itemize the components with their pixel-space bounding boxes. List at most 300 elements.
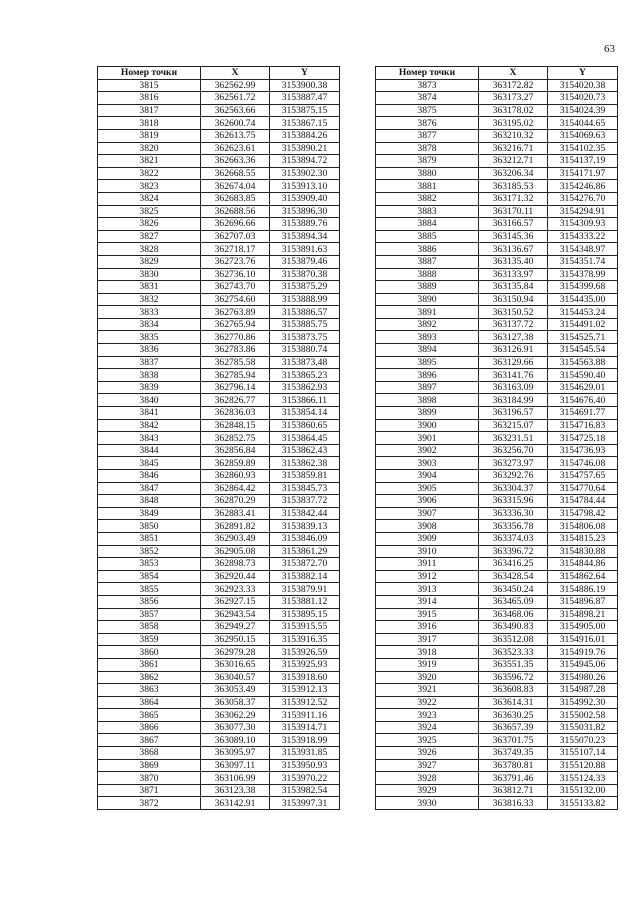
cell-x: 363630.25: [479, 709, 548, 722]
table-row: [376, 255, 618, 268]
cell-point-number: 3864: [98, 696, 201, 709]
cell-point-number: 3872: [98, 797, 201, 810]
cell-point-number: 3889: [376, 281, 479, 294]
cell-y: 3154945.06: [548, 658, 618, 671]
cell-point-number: 3824: [98, 192, 201, 205]
cell-y: 3153865.23: [270, 369, 340, 382]
cell-x: 363468.06: [479, 608, 548, 621]
cell-point-number: 3862: [98, 671, 201, 684]
cell-point-number: 3839: [98, 381, 201, 394]
cell-x: 362783.86: [201, 344, 270, 357]
cell-point-number: 3841: [98, 407, 201, 420]
cell-x: 362688.56: [201, 205, 270, 218]
cell-x: 363614.31: [479, 696, 548, 709]
table-row: [98, 432, 340, 445]
cell-x: 363016.65: [201, 658, 270, 671]
cell-point-number: 3869: [98, 759, 201, 772]
cell-x: 363791.46: [479, 772, 548, 785]
cell-x: 362859.89: [201, 457, 270, 470]
table-body-right: [376, 79, 618, 809]
cell-y: 3154746.08: [548, 457, 618, 470]
cell-point-number: 3927: [376, 759, 479, 772]
table-row: [98, 255, 340, 268]
cell-point-number: 3894: [376, 344, 479, 357]
table-row: [98, 470, 340, 483]
cell-y: 3154102.35: [548, 142, 618, 155]
cell-point-number: 3817: [98, 104, 201, 117]
table-row: [98, 608, 340, 621]
cell-y: 3154024.39: [548, 104, 618, 117]
cell-x: 362927.15: [201, 595, 270, 608]
cell-x: 362943.54: [201, 608, 270, 621]
cell-point-number: 3899: [376, 407, 479, 420]
cell-y: 3154020.38: [548, 79, 618, 92]
table-row: [376, 268, 618, 281]
cell-y: 3154716.83: [548, 419, 618, 432]
cell-x: 363173.27: [479, 92, 548, 105]
cell-y: 3153925.93: [270, 658, 340, 671]
table-row: [376, 658, 618, 671]
cell-point-number: 3822: [98, 167, 201, 180]
table-row: [98, 230, 340, 243]
cell-point-number: 3922: [376, 696, 479, 709]
cell-x: 363062.29: [201, 709, 270, 722]
cell-point-number: 3834: [98, 318, 201, 331]
cell-point-number: 3832: [98, 293, 201, 306]
cell-y: 3154435.00: [548, 293, 618, 306]
cell-point-number: 3842: [98, 419, 201, 432]
cell-x: 363150.94: [479, 293, 548, 306]
cell-x: 362785.58: [201, 356, 270, 369]
table-row: [98, 167, 340, 180]
table-row: [376, 167, 618, 180]
cell-y: 3154862.64: [548, 570, 618, 583]
cell-y: 3153888.99: [270, 293, 340, 306]
cell-point-number: 3874: [376, 92, 479, 105]
cell-x: 363123.38: [201, 784, 270, 797]
table-row: [376, 407, 618, 420]
table-row: [376, 621, 618, 634]
cell-y: 3154676.40: [548, 394, 618, 407]
cell-x: 362860.93: [201, 470, 270, 483]
cell-point-number: 3876: [376, 117, 479, 130]
table-row: [376, 394, 618, 407]
cell-y: 3153894.34: [270, 230, 340, 243]
table-row: [376, 381, 618, 394]
cell-point-number: 3880: [376, 167, 479, 180]
cell-y: 3155124.33: [548, 772, 618, 785]
cell-x: 363195.02: [479, 117, 548, 130]
cell-y: 3153982.54: [270, 784, 340, 797]
cell-point-number: 3868: [98, 747, 201, 760]
cell-x: 363416.25: [479, 558, 548, 571]
cell-y: 3154276.70: [548, 192, 618, 205]
cell-point-number: 3819: [98, 129, 201, 142]
cell-x: 363780.81: [479, 759, 548, 772]
cell-x: 362883.41: [201, 507, 270, 520]
table-row: [376, 520, 618, 533]
cell-y: 3153837.72: [270, 495, 340, 508]
cell-y: 3154784.44: [548, 495, 618, 508]
cell-y: 3154798.42: [548, 507, 618, 520]
cell-x: 362668.55: [201, 167, 270, 180]
cell-y: 3154294.91: [548, 205, 618, 218]
cell-x: 363145.36: [479, 230, 548, 243]
table-row: [376, 747, 618, 760]
table-row: [98, 797, 340, 810]
cell-point-number: 3901: [376, 432, 479, 445]
table-row: [98, 658, 340, 671]
cell-point-number: 3915: [376, 608, 479, 621]
cell-point-number: 3914: [376, 595, 479, 608]
cell-x: 363701.75: [479, 734, 548, 747]
cell-point-number: 3920: [376, 671, 479, 684]
cell-y: 3153873.48: [270, 356, 340, 369]
cell-y: 3154992.30: [548, 696, 618, 709]
cell-y: 3153867.15: [270, 117, 340, 130]
cell-x: 363523.33: [479, 646, 548, 659]
cell-x: 363170.11: [479, 205, 548, 218]
cell-x: 362765.94: [201, 318, 270, 331]
cell-point-number: 3852: [98, 545, 201, 558]
cell-y: 3154629.01: [548, 381, 618, 394]
cell-x: 362920.44: [201, 570, 270, 583]
cell-y: 3154246.86: [548, 180, 618, 193]
table-row: [376, 507, 618, 520]
cell-y: 3154691.77: [548, 407, 618, 420]
cell-x: 363465.09: [479, 595, 548, 608]
table-row: [376, 92, 618, 105]
table-row: [376, 545, 618, 558]
cell-y: 3153911.16: [270, 709, 340, 722]
table-row: [98, 583, 340, 596]
cell-point-number: 3924: [376, 721, 479, 734]
cell-x: 363256.70: [479, 444, 548, 457]
cell-x: 363816.33: [479, 797, 548, 810]
cell-x: 362754.60: [201, 293, 270, 306]
table-row: [376, 570, 618, 583]
cell-point-number: 3829: [98, 255, 201, 268]
cell-x: 362905.08: [201, 545, 270, 558]
cell-point-number: 3926: [376, 747, 479, 760]
cell-y: 3154491.02: [548, 318, 618, 331]
cell-y: 3153931.85: [270, 747, 340, 760]
cell-point-number: 3906: [376, 495, 479, 508]
cell-point-number: 3895: [376, 356, 479, 369]
cell-x: 363551.35: [479, 658, 548, 671]
cell-y: 3155002.58: [548, 709, 618, 722]
table-row: [376, 117, 618, 130]
cell-x: 363396.72: [479, 545, 548, 558]
table-row: [98, 570, 340, 583]
cell-x: 363749.35: [479, 747, 548, 760]
table-row: [376, 306, 618, 319]
cell-x: 362723.76: [201, 255, 270, 268]
cell-point-number: 3835: [98, 331, 201, 344]
table-row: [98, 306, 340, 319]
cell-point-number: 3891: [376, 306, 479, 319]
cell-y: 3154590.40: [548, 369, 618, 382]
table-row: [376, 470, 618, 483]
table-row: [376, 772, 618, 785]
cell-point-number: 3892: [376, 318, 479, 331]
cell-y: 3153842.44: [270, 507, 340, 520]
cell-x: 362770.86: [201, 331, 270, 344]
cell-point-number: 3859: [98, 633, 201, 646]
table-row: [98, 709, 340, 722]
cell-y: 3153884.26: [270, 129, 340, 142]
cell-point-number: 3847: [98, 482, 201, 495]
cell-point-number: 3866: [98, 721, 201, 734]
table-row: [376, 129, 618, 142]
cell-y: 3153839.13: [270, 520, 340, 533]
cell-point-number: 3854: [98, 570, 201, 583]
cell-point-number: 3827: [98, 230, 201, 243]
table-row: [376, 243, 618, 256]
cell-point-number: 3823: [98, 180, 201, 193]
cell-y: 3153916.35: [270, 633, 340, 646]
table-row: [98, 633, 340, 646]
cell-y: 3153894.72: [270, 155, 340, 168]
cell-y: 3154348.97: [548, 243, 618, 256]
cell-x: 363185.53: [479, 180, 548, 193]
cell-x: 363356.78: [479, 520, 548, 533]
cell-x: 362852.75: [201, 432, 270, 445]
cell-point-number: 3905: [376, 482, 479, 495]
table-header-row: [376, 67, 618, 80]
cell-x: 363178.02: [479, 104, 548, 117]
cell-x: 363172.82: [479, 79, 548, 92]
cell-point-number: 3870: [98, 772, 201, 785]
cell-y: 3155031.82: [548, 721, 618, 734]
cell-point-number: 3851: [98, 532, 201, 545]
cell-y: 3154844.86: [548, 558, 618, 571]
table-row: [98, 192, 340, 205]
table-row: [98, 407, 340, 420]
cell-y: 3153866.11: [270, 394, 340, 407]
cell-point-number: 3856: [98, 595, 201, 608]
cell-x: 362563.66: [201, 104, 270, 117]
cell-point-number: 3861: [98, 658, 201, 671]
cell-y: 3154399.68: [548, 281, 618, 294]
cell-x: 363450.24: [479, 583, 548, 596]
cell-y: 3153886.57: [270, 306, 340, 319]
cell-point-number: 3845: [98, 457, 201, 470]
cell-x: 362561.72: [201, 92, 270, 105]
cell-y: 3154378.99: [548, 268, 618, 281]
cell-point-number: 3921: [376, 684, 479, 697]
table-row: [98, 155, 340, 168]
table-row: [376, 671, 618, 684]
cell-point-number: 3831: [98, 281, 201, 294]
cell-point-number: 3928: [376, 772, 479, 785]
table-row: [98, 558, 340, 571]
cell-point-number: 3907: [376, 507, 479, 520]
cell-point-number: 3850: [98, 520, 201, 533]
cell-point-number: 3877: [376, 129, 479, 142]
table-row: [376, 293, 618, 306]
header-y: Y: [270, 67, 340, 80]
cell-point-number: 3885: [376, 230, 479, 243]
cell-point-number: 3909: [376, 532, 479, 545]
coordinates-table-right: [375, 66, 618, 810]
table-row: [98, 268, 340, 281]
cell-point-number: 3919: [376, 658, 479, 671]
table-row: [376, 281, 618, 294]
cell-point-number: 3896: [376, 369, 479, 382]
cell-y: 3154806.08: [548, 520, 618, 533]
cell-point-number: 3883: [376, 205, 479, 218]
cell-x: 363126.91: [479, 344, 548, 357]
header-point-number: Номер точки: [98, 67, 201, 80]
cell-y: 3155133.82: [548, 797, 618, 810]
cell-y: 3154545.54: [548, 344, 618, 357]
cell-point-number: 3918: [376, 646, 479, 659]
cell-x: 362763.89: [201, 306, 270, 319]
table-row: [376, 583, 618, 596]
cell-x: 363596.72: [479, 671, 548, 684]
cell-x: 362870.29: [201, 495, 270, 508]
cell-x: 363490.83: [479, 621, 548, 634]
cell-y: 3154525.71: [548, 331, 618, 344]
cell-point-number: 3820: [98, 142, 201, 155]
cell-x: 363129.66: [479, 356, 548, 369]
cell-x: 362785.94: [201, 369, 270, 382]
cell-point-number: 3860: [98, 646, 201, 659]
cell-y: 3153845.73: [270, 482, 340, 495]
cell-x: 363106.99: [201, 772, 270, 785]
header-x: X: [479, 67, 548, 80]
cell-x: 363315.96: [479, 495, 548, 508]
cell-point-number: 3846: [98, 470, 201, 483]
cell-y: 3153861.29: [270, 545, 340, 558]
table-row: [376, 419, 618, 432]
cell-y: 3153854.14: [270, 407, 340, 420]
cell-y: 3154987.28: [548, 684, 618, 697]
cell-point-number: 3849: [98, 507, 201, 520]
cell-y: 3154757.65: [548, 470, 618, 483]
cell-x: 362674.04: [201, 180, 270, 193]
cell-y: 3153915.55: [270, 621, 340, 634]
cell-y: 3154725.18: [548, 432, 618, 445]
table-row: [376, 142, 618, 155]
cell-y: 3154736.93: [548, 444, 618, 457]
cell-y: 3153881.12: [270, 595, 340, 608]
cell-x: 363053.49: [201, 684, 270, 697]
table-row: [376, 797, 618, 810]
cell-x: 362848.15: [201, 419, 270, 432]
cell-y: 3153875.29: [270, 281, 340, 294]
cell-x: 363058.37: [201, 696, 270, 709]
table-row: [98, 205, 340, 218]
cell-y: 3154896.87: [548, 595, 618, 608]
cell-y: 3153896.30: [270, 205, 340, 218]
cell-x: 362600.74: [201, 117, 270, 130]
cell-x: 363095.97: [201, 747, 270, 760]
cell-y: 3153862.93: [270, 381, 340, 394]
cell-x: 363196.57: [479, 407, 548, 420]
cell-x: 363136.67: [479, 243, 548, 256]
table-row: [98, 457, 340, 470]
cell-x: 363089.10: [201, 734, 270, 747]
cell-y: 3153870.38: [270, 268, 340, 281]
table-row: [376, 709, 618, 722]
table-row: [376, 318, 618, 331]
cell-x: 363206.34: [479, 167, 548, 180]
cell-x: 363142.91: [201, 797, 270, 810]
cell-x: 363812.71: [479, 784, 548, 797]
cell-point-number: 3838: [98, 369, 201, 382]
cell-y: 3153882.14: [270, 570, 340, 583]
cell-y: 3154453.24: [548, 306, 618, 319]
table-row: [376, 595, 618, 608]
cell-x: 362623.61: [201, 142, 270, 155]
table-row: [98, 621, 340, 634]
cell-x: 363212.71: [479, 155, 548, 168]
cell-point-number: 3815: [98, 79, 201, 92]
table-row: [98, 180, 340, 193]
cell-x: 362903.49: [201, 532, 270, 545]
table-row: [376, 734, 618, 747]
cell-y: 3154137.19: [548, 155, 618, 168]
table-row: [98, 646, 340, 659]
cell-x: 363184.99: [479, 394, 548, 407]
cell-point-number: 3882: [376, 192, 479, 205]
cell-x: 362736.10: [201, 268, 270, 281]
table-row: [98, 344, 340, 357]
header-x: X: [201, 67, 270, 80]
cell-point-number: 3897: [376, 381, 479, 394]
cell-point-number: 3890: [376, 293, 479, 306]
cell-point-number: 3844: [98, 444, 201, 457]
table-row: [98, 684, 340, 697]
cell-x: 362796.14: [201, 381, 270, 394]
table-row: [376, 192, 618, 205]
cell-x: 363163.09: [479, 381, 548, 394]
table-row: [98, 243, 340, 256]
table-row: [376, 205, 618, 218]
cell-point-number: 3912: [376, 570, 479, 583]
cell-point-number: 3904: [376, 470, 479, 483]
cell-x: 362979.28: [201, 646, 270, 659]
cell-point-number: 3863: [98, 684, 201, 697]
table-row: [98, 356, 340, 369]
cell-y: 3153879.46: [270, 255, 340, 268]
table-row: [98, 532, 340, 545]
table-row: [98, 671, 340, 684]
cell-x: 362949.27: [201, 621, 270, 634]
cell-point-number: 3878: [376, 142, 479, 155]
cell-y: 3154898.21: [548, 608, 618, 621]
cell-y: 3154020.73: [548, 92, 618, 105]
table-row: [98, 129, 340, 142]
cell-x: 363336.30: [479, 507, 548, 520]
coordinates-table-left: [97, 66, 340, 810]
cell-point-number: 3818: [98, 117, 201, 130]
cell-point-number: 3825: [98, 205, 201, 218]
table-row: [98, 218, 340, 231]
cell-y: 3155132.00: [548, 784, 618, 797]
cell-x: 363304.37: [479, 482, 548, 495]
table-row: [376, 218, 618, 231]
cell-point-number: 3858: [98, 621, 201, 634]
cell-y: 3153918.60: [270, 671, 340, 684]
cell-y: 3153900.38: [270, 79, 340, 92]
cell-x: 362663.36: [201, 155, 270, 168]
cell-x: 362743.70: [201, 281, 270, 294]
cell-point-number: 3828: [98, 243, 201, 256]
cell-y: 3155120.88: [548, 759, 618, 772]
